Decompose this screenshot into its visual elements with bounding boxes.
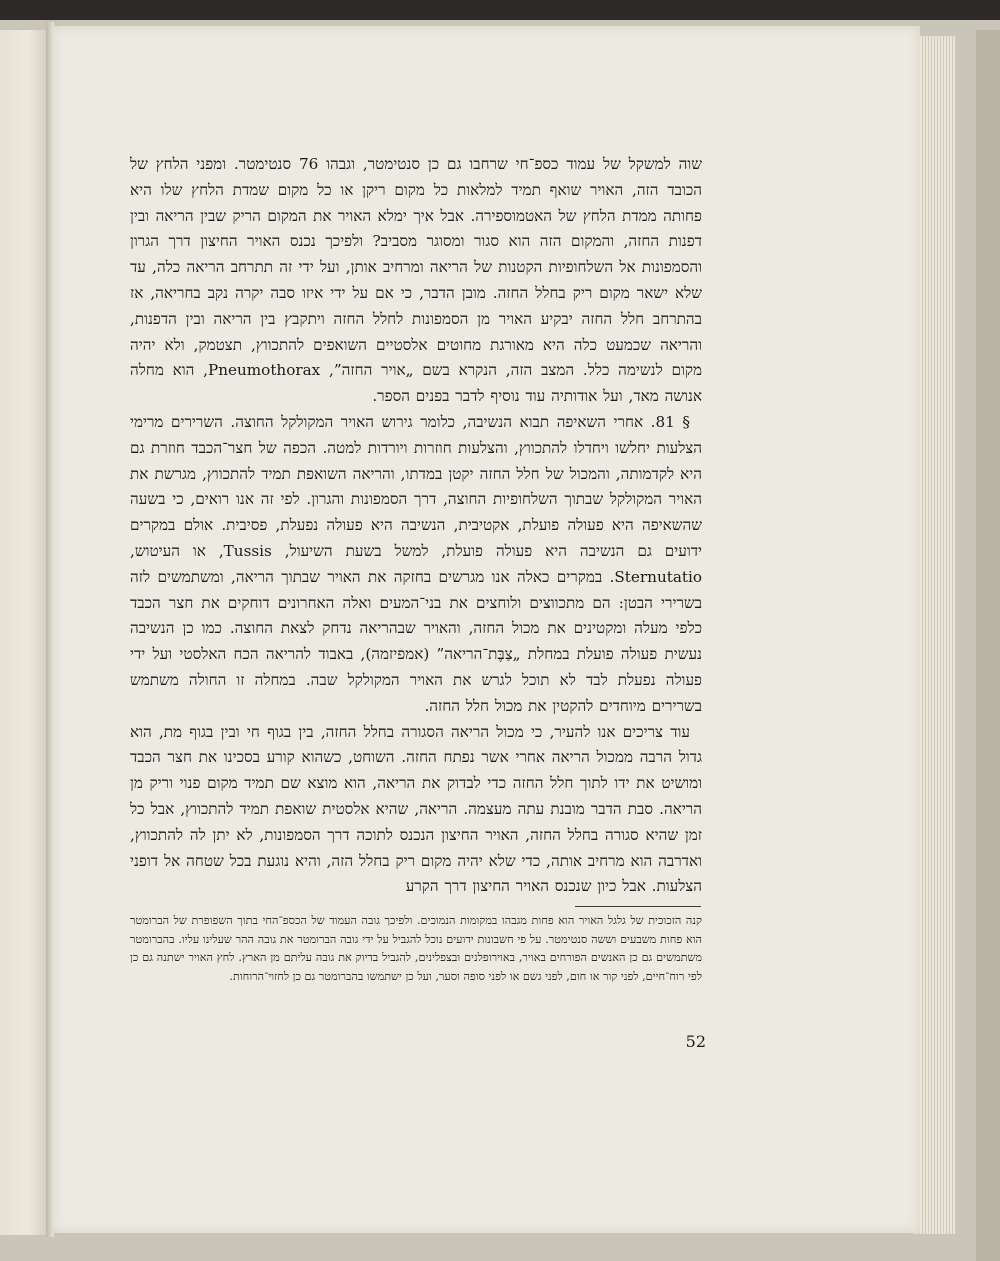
paragraph-section-81: § 81. אחרי השאיפה תבוא הנשיבה, כלומר גירוש האויר המקולקל החוצה. השרירים מרימי הצלעות יחלשו ויחדלו להתכווץ, והצלעות חוזרות ויורדות למטה. הכפה של חצר־הכבד חוזרת גם היא לקדמותה, והמכול של חלל החזה יקטן במדתו, והריאה השואפת תמיד להתכווץ, מגרשת את האויר המקולקל שבתוך השלחופיות החוצה, דרך הסמפונות והגרון. לפי זה אנו רואים, כי בשעה שהשאיפה היא פעולה פועלת, אקטיבית, הנשיבה היא פעולה נפעלת, פסיבית. אולם במקרים ידועים גם הנשיבה היא פעולה פועלת, למשל בשעת השיעול, Tussis, או העיטוש, Sternutatio. במקרים כאלה אנו מגרשים בחזקה את האויר שבתוך הריאה, ומשתמשים לזה בשרירי הבטן: הם מתכווצים ולוחצים את בני־המעים ואלה האחרונים דוחקים את חצר הכבד כלפי מעלה ומקטינים את מכול החזה, והאויר שבהריאה נדחק לצאת החוצה. כמו כן הנשיבה נעשית פעולה פועלת במחלת „צַבֶּת־הריאה” (אמפיזמה), באבוד להריאה הכח האלסטי ועל ידי פעולה נפעלת לבד לא תוכל לגרש את האויר המקולקל שבה. במחלה זו החולה משתמש בשרירים מיוחדים להקטין את מכול חלל החזה.: [130, 412, 703, 715]
page-stack-edge: [914, 36, 956, 1234]
paragraph: שוה למשקל של עמוד כספ־חי שרחבו גם כן סנטימטר, וגבהו 76 סנטימטר. ומפני הלחץ של הכובד הזה, האויר שואף תמיד למלאות כל מקום ריקן או כל מקום שמדת הלחץ שלו היא פחותה ממדת הלחץ של האטמוספירה. אבל איך ימלא האויר את המקום הריק שבין הריאה ובין דפנות החזה, והמקום הזה הוא סגור ומסוגר מסביב? ולפיכך נכנס האויר החיצון דרך הגרון והסמפונות אל השלחופיות הקטנות של הריאה ומרחיב אותן, ועל ידי זה תתרחב הריאה כלה, עד שלא ישאר מקום ריק בחלל החזה. מובן הדבר, כי אם על ידי איזו סבה יקרה נקב בחריאה, אז בהתרחב חלל החזה יבקיע האויר מן הסמפונות לחלל החזה ויתקבץ בין הריאה ובין הדפנות, והריאה שכמעט כלה היא מאורגת מחוטים אלסטיים השואפים להתכווץ, תצטמק, ולא יהיה מקום לנשימה כלל. המצב הזה, הנקרא בשם „אויר החזה”, Pneumothorax, הוא מחלה אנושה מאד, ועל אודותיה עוד נוסיף לדבר בפנים הספר.: [130, 155, 703, 406]
cover-edge: [976, 30, 1000, 1261]
footnote-divider: [575, 906, 701, 907]
page-number: 52: [685, 1032, 706, 1051]
paragraph: עוד צריכים אנו להעיר, כי מכול הריאה הסגורה בחלל החזה, בין בגוף חי ובין בגוף מת, הוא גדול הרבה ממכול הריאה אחרי אשר נפתח החזה. השוחט, כשהוא קורע בסכינו את חצר הכבד ומושיט את ידו לתוך חלל החזה כדי לבדוק את הריאה, הוא מוצא שם תמיד מקום פנוי וריק מן הריאה. סבת הדבר מובנת עתה מעצמה. הריאה, שהיא אלסטית שואפת תמיד להתכווץ, אבל כל זמן שהיא סגורה בחלל החזה, האויר החיצון הנכנס לתוכה דרך הסמפונות, לא יתן לה להתכווץ, ואדרבה הוא מרחיב אותה, כדי שלא יהיה מקום ריק בחלל הזה, והיא נוגעת בכל שטחה אל דופני הצלעות. אבל כיון שנכנס האויר החיצון דרך הקרע: [130, 722, 702, 896]
main-text: [130, 152, 702, 900]
footnote: קנה הזכוכית של גלגל האויר הוא פחות מגבהו במקומות הנמוכים. ולפיכך גובה העמוד של הכספ־החי בתוך השפופרת של הברומטר הוא פחות משבעים וששה סנטימטר. על פי חשבונות ידועים נוכל להגביל על ידי גובה הברומטר את גובה ההר שעלינו עליו. בהברומטר משתמשים גם כן האנשים הפורחים באויר, באוירופלנים ובצפלינים, להגביל בדיוק את גובה עליתם מן הארץ. לחץ האויר ישתנה גם כן לפי רוח־חיים, לפני קור או חום, לפני גשם או לפני סופה וסער, ועל כן ישתמשו בהברומטר גם כן לחזוי־הרוחות.: [130, 914, 702, 983]
left-page-edge: [0, 30, 46, 1235]
